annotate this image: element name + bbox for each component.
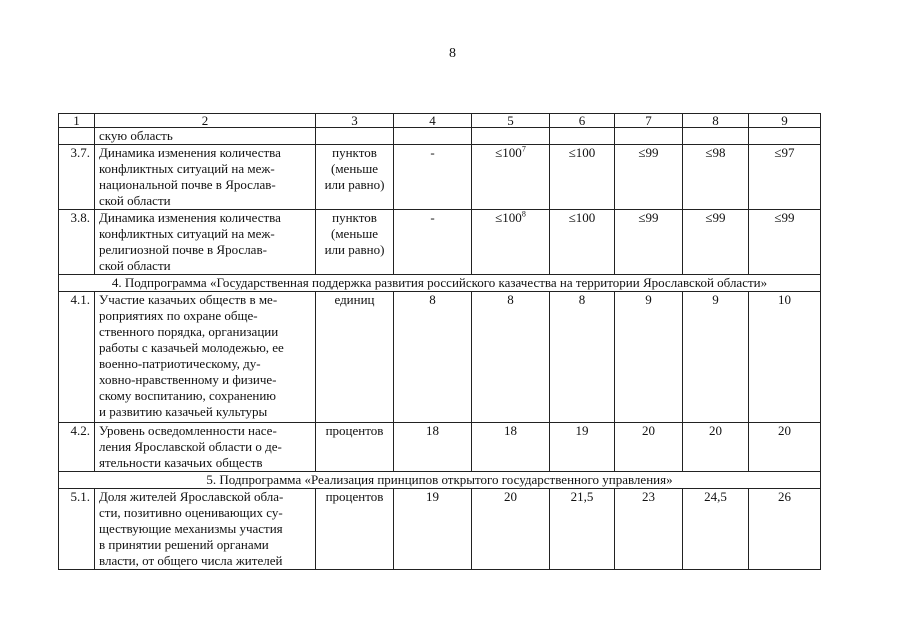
cell-line: или равно) [324,177,385,192]
indicator-name [95,128,316,145]
table-row [59,210,821,275]
value-text: 9 [645,292,652,307]
value-cell [550,210,615,275]
value-cell [394,423,472,472]
value-cell [749,145,821,210]
cell-line: ской области [99,258,171,273]
cell-line: скому воспитанию, сохранению [99,388,277,403]
cell-line: Уровень осведомленности насе- [99,423,277,438]
value-cell [472,128,550,145]
value-cell [615,145,683,210]
indicator-name [95,292,316,423]
value-text: ≤97 [774,145,795,160]
value-text: 21,5 [570,489,594,504]
row-number: 3.7. [59,145,95,210]
value-cell [472,210,550,275]
cell-line: ской области [99,193,171,208]
header-cell: 5 [472,114,550,128]
value-cell [472,423,550,472]
value-text: 18 [504,423,517,438]
table-row [59,292,821,423]
value-cell [394,210,472,275]
value-cell [394,489,472,570]
value-text: ≤100 [568,145,596,160]
value-text: ≤99 [638,210,659,225]
row-number: 5.1. [59,489,95,570]
cell-line: ховно-нравственному и физиче- [99,372,277,387]
cell-line: роприятиях по охране обще- [99,308,258,323]
value-text: 10 [778,292,791,307]
unit-cell [316,423,394,472]
value-cell [749,210,821,275]
header-cell: 6 [550,114,615,128]
value-cell [749,128,821,145]
cell-line: (меньше [331,226,378,241]
cell-line: ления Ярославской области о де- [99,439,282,454]
value-cell [615,292,683,423]
cell-line: Динамика изменения количества [99,145,281,160]
value-cell [550,423,615,472]
cell-line: конфликтных ситуаций на меж- [99,226,275,241]
value-text: ≤100 [568,210,596,225]
value-text: ≤99 [774,210,795,225]
value-text: 19 [575,423,589,438]
section-row [59,275,821,292]
cell-line: национальной почве в Ярослав- [99,177,276,192]
value-cell [550,145,615,210]
table-row [59,145,821,210]
cell-line: (меньше [331,161,378,176]
value-text: 9 [712,292,719,307]
header-cell: 7 [615,114,683,128]
cell-line: военно-патриотическому, ду- [99,356,261,371]
value-text: 23 [642,489,655,504]
table-row [59,128,821,145]
header-cell: 1 [59,114,95,128]
cell-line: религиозной почве в Ярослав- [99,242,267,257]
value-cell [749,292,821,423]
value-cell [615,423,683,472]
value-cell [472,292,550,423]
section-row [59,472,821,489]
unit-cell [316,145,394,210]
row-number: 4.1. [59,292,95,423]
cell-line: власти, от общего числа жителей [99,553,283,568]
value-cell [615,489,683,570]
value-text: 20 [642,423,655,438]
value-cell [683,210,749,275]
value-cell [472,145,550,210]
cell-line: и развитию казачьей культуры [99,404,268,419]
value-text: 18 [426,423,439,438]
value-text: 20 [709,423,722,438]
cell-line: скую область [99,128,173,143]
value-text: ≤98 [705,145,726,160]
table-row [59,489,821,570]
value-text: 26 [778,489,791,504]
value-cell [615,128,683,145]
value-text: - [430,210,435,225]
header-cell: 2 [95,114,316,128]
cell-line: ятельности казачьих обществ [99,455,263,470]
indicator-name [95,145,316,210]
value-cell [615,210,683,275]
section-title: 4. Подпрограмма «Государственная поддержка развития российского казачества на территории Ярославской области» [59,275,821,292]
value-text: 8 [578,292,586,307]
header-cell: 9 [749,114,821,128]
value-text: ≤99 [705,210,726,225]
cell-line: конфликтных ситуаций на меж- [99,161,275,176]
indicator-name [95,423,316,472]
cell-line: ществующие механизмы участия [99,521,283,536]
unit-cell [316,292,394,423]
value-text: - [430,145,435,160]
cell-line: пунктов [332,145,377,160]
footnote-mark: 8 [521,209,526,219]
footnote-mark: 7 [521,144,526,154]
value-cell [394,292,472,423]
cell-line: работы с казачьей молодежью, ее [99,340,284,355]
value-text: ≤99 [638,145,659,160]
value-text: 20 [778,423,791,438]
section-title: 5. Подпрограмма «Реализация принципов открытого государственного управления» [59,472,821,489]
cell-line: Доля жителей Ярославской обла- [99,489,284,504]
value-cell [749,489,821,570]
value-text: 24,5 [704,489,727,504]
value-text: ≤100 [495,145,522,160]
value-cell [683,145,749,210]
unit-cell [316,489,394,570]
cell-line: пунктов [332,210,377,225]
page-number: 8 [449,46,456,61]
value-cell [683,423,749,472]
value-cell [394,128,472,145]
cell-line: процентов [325,423,384,438]
table-row [59,423,821,472]
value-cell [394,145,472,210]
indicator-name [95,210,316,275]
value-cell [683,128,749,145]
row-number: 4.2. [59,423,95,472]
header-cell: 8 [683,114,749,128]
cell-line: в принятии решений органами [99,537,269,552]
unit-cell [316,210,394,275]
indicators-table [58,113,821,570]
cell-line: Участие казачьих обществ в ме- [99,292,278,307]
value-text: 19 [426,489,439,504]
value-cell [472,489,550,570]
header-cell: 3 [316,114,394,128]
cell-line: сти, позитивно оценивающих су- [99,505,283,520]
cell-line: ственного порядка, организации [99,324,279,339]
header-row [59,114,821,128]
value-text: 8 [507,292,514,307]
value-text: 20 [504,489,517,504]
indicator-name [95,489,316,570]
row-number [59,128,95,145]
value-text: 8 [429,292,436,307]
cell-line: или равно) [324,242,385,257]
cell-line: Динамика изменения количества [99,210,281,225]
unit-cell [316,128,394,145]
value-cell [550,489,615,570]
value-cell [550,128,615,145]
value-cell [683,292,749,423]
value-cell [749,423,821,472]
value-cell [550,292,615,423]
value-cell [683,489,749,570]
cell-line: единиц [334,292,375,307]
row-number: 3.8. [59,210,95,275]
cell-line: процентов [325,489,384,504]
value-text: ≤100 [495,210,522,225]
header-cell: 4 [394,114,472,128]
